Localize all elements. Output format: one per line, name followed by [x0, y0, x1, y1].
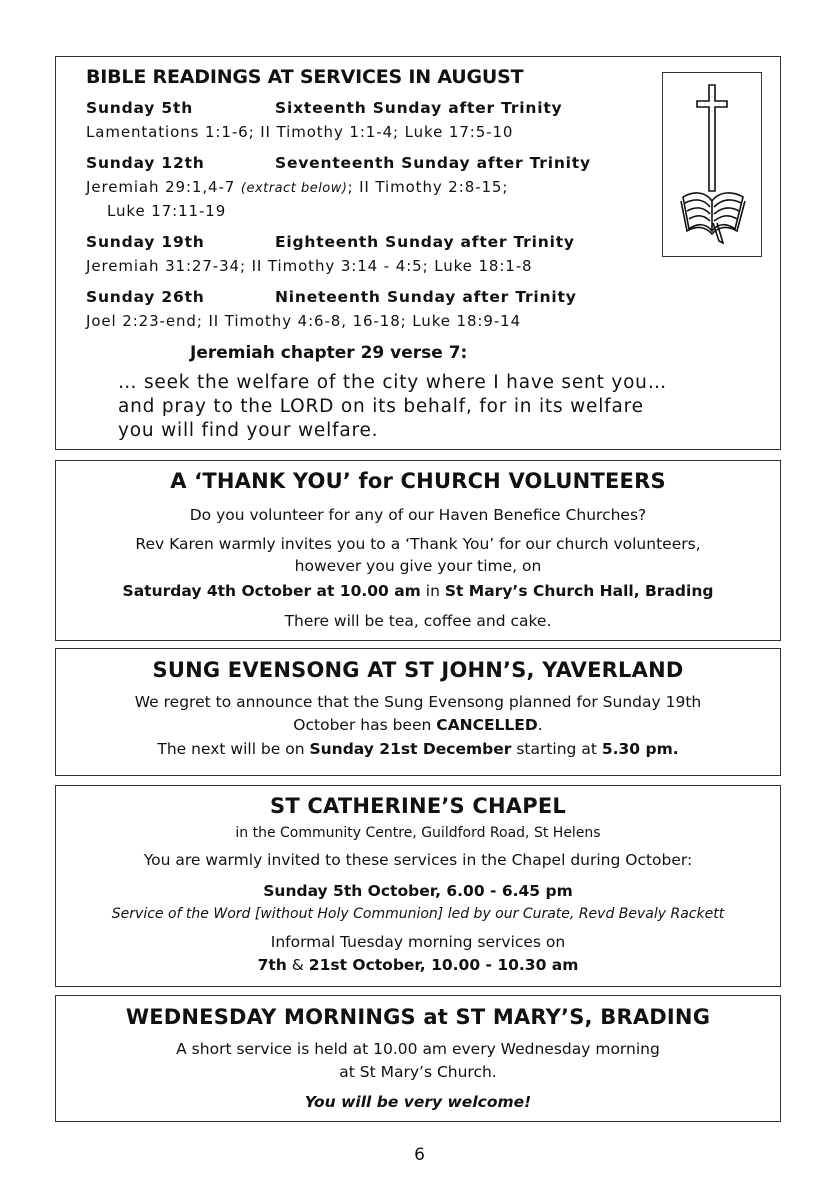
- welcome-message: You will be very welcome!: [304, 1093, 532, 1111]
- evensong-box: [55, 648, 781, 776]
- bible-readings-title: BIBLE READINGS AT SERVICES IN AUGUST: [86, 66, 524, 88]
- chapel-line: Informal Tuesday morning services on: [270, 933, 566, 951]
- reading-sunday-19th: [86, 233, 575, 277]
- chapel-line: You are warmly invited to these services in the Chapel during October:: [143, 851, 693, 869]
- scripture-quote: [118, 371, 667, 443]
- chapel-box: [55, 785, 781, 987]
- evensong-title: SUNG EVENSONG AT ST JOHN’S, YAVERLAND: [152, 658, 684, 682]
- quote-title: Jeremiah chapter 29 verse 7:: [190, 343, 468, 363]
- reading-sunday-26th: [86, 288, 577, 332]
- evensong-line: [56, 716, 780, 734]
- evensong-text: October has been: [293, 716, 437, 734]
- thank-you-box: [55, 460, 781, 641]
- reading-extract-note: (extract below): [240, 181, 348, 196]
- reading-text: Joel 2:23-end; II Timothy 4:6-8, 16-18; Luke 18:9-14: [86, 312, 522, 330]
- reading-sunday-5th: [86, 99, 563, 143]
- tuesday-date: 21st October, 10.00 - 10.30 am: [308, 956, 579, 974]
- reading-sunday: Sunday 5th: [86, 99, 194, 117]
- reading-name: Nineteenth Sunday after Trinity: [275, 288, 577, 306]
- reading-sunday: Sunday 19th: [86, 233, 205, 251]
- reading-name: Sixteenth Sunday after Trinity: [275, 99, 563, 117]
- thank-you-title: A ‘THANK YOU’ for CHURCH VOLUNTEERS: [170, 469, 666, 493]
- next-time: 5.30 pm.: [601, 740, 679, 758]
- page-number: 6: [414, 1145, 425, 1165]
- connector-text: in: [420, 582, 445, 600]
- reading-name: Eighteenth Sunday after Trinity: [275, 233, 575, 251]
- chapel-title: ST CATHERINE’S CHAPEL: [270, 794, 566, 818]
- event-venue: St Mary’s Church Hall, Brading: [444, 582, 714, 600]
- cancelled-label: CANCELLED: [436, 716, 538, 734]
- chapel-location: in the Community Centre, Guildford Road, St Helens: [235, 825, 601, 841]
- thank-you-date-venue: [56, 582, 780, 600]
- tuesday-date: 7th: [257, 956, 287, 974]
- chapel-sunday-service: Sunday 5th October, 6.00 - 6.45 pm: [263, 882, 573, 900]
- bible-readings-box: [55, 56, 781, 450]
- wednesday-title: WEDNESDAY MORNINGS at ST MARY’S, BRADING: [125, 1005, 711, 1029]
- reading-text-part: Jeremiah 29:1,4-7: [86, 178, 241, 196]
- wednesday-line: A short service is held at 10.00 am every Wednesday morning: [176, 1040, 660, 1058]
- quote-line: … seek the welfare of the city where I have sent you…: [118, 372, 668, 393]
- thank-you-line: Rev Karen warmly invites you to a ‘Thank You’ for our church volunteers,: [135, 535, 701, 553]
- connector-text: &: [286, 956, 309, 974]
- reading-name: Seventeenth Sunday after Trinity: [275, 154, 591, 172]
- thank-you-line: There will be tea, coffee and cake.: [284, 612, 552, 630]
- evensong-text: The next will be on: [157, 740, 310, 758]
- evensong-line: [56, 740, 780, 758]
- reading-text: Lamentations 1:1-6; II Timothy 1:1-4; Luke 17:5-10: [86, 123, 514, 141]
- reading-sunday: Sunday 12th: [86, 154, 205, 172]
- chapel-tuesday-dates: [56, 956, 780, 974]
- reading-text: [86, 176, 508, 200]
- thank-you-line: however you give your time, on: [294, 557, 542, 575]
- cross-bible-icon: [663, 73, 761, 256]
- reading-text-part: ; II Timothy 2:8-15;: [347, 178, 509, 196]
- quote-line: you will find your welfare.: [118, 420, 379, 441]
- reading-text: Luke 17:11-19: [107, 202, 227, 220]
- quote-line: and pray to the LORD on its behalf, for in its welfare: [118, 396, 644, 417]
- wednesday-line: at St Mary’s Church.: [339, 1063, 497, 1081]
- thank-you-line: Do you volunteer for any of our Haven Benefice Churches?: [189, 506, 647, 524]
- next-date: Sunday 21st December: [309, 740, 512, 758]
- reading-text: Jeremiah 31:27-34; II Timothy 3:14 - 4:5; Luke 18:1-8: [86, 257, 533, 275]
- evensong-line: We regret to announce that the Sung Evensong planned for Sunday 19th: [134, 693, 702, 711]
- event-date: Saturday 4th October at 10.00 am: [122, 582, 421, 600]
- reading-sunday: Sunday 26th: [86, 288, 205, 306]
- cross-and-bible-illustration: [662, 72, 762, 257]
- evensong-text: .: [537, 716, 543, 734]
- wednesday-box: [55, 995, 781, 1122]
- evensong-text: starting at: [511, 740, 602, 758]
- reading-sunday-12th: [86, 154, 591, 222]
- chapel-service-description: Service of the Word [without Holy Communion] led by our Curate, Revd Bevaly Rackett: [111, 906, 725, 922]
